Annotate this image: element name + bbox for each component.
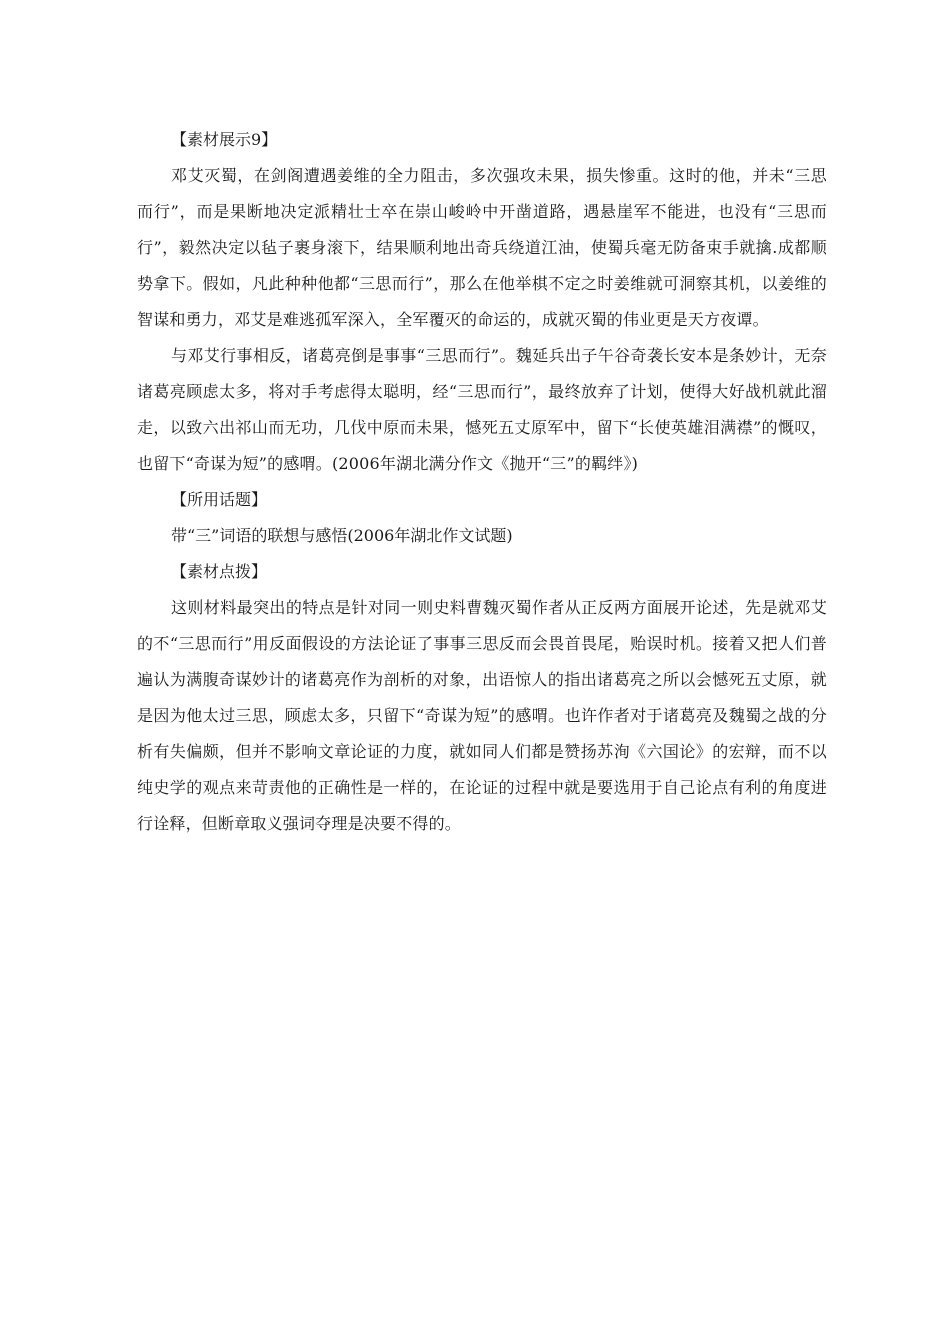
paragraph-deng-ai: 邓艾灭蜀，在剑阁遭遇姜维的全力阻击，多次强攻未果，损失惨重。这时的他，并未“三思而行”，而是果断地决定派精壮士卒在崇山峻岭中开凿道路，遇悬崖军不能进，也没有“三思而行”，毅然决定以毡子裹身滚下，结果顺利地出奇兵绕道江油，使蜀兵毫无防备束手就擒.成都顺势拿下。假如，凡此种种他都“三思而行”，那么在他举棋不定之时姜维就可洞察其机，以姜维的智谋和勇力，邓艾是难逃孤军深入，全军覆灭的命运的，成就灭蜀的伟业更是天方夜谭。 — [137, 166, 827, 329]
section-heading-topic: 【所用话题】 — [171, 490, 268, 509]
paragraph-commentary: 这则材料最突出的特点是针对同一则史料曹魏灭蜀作者从正反两方面展开论述，先是就邓艾的不“三思而行”用反面假设的方法论证了事事三思反而会畏首畏尾，贻误时机。接着又把人们普遍认为满腹奇谋妙计的诸葛亮作为剖析的对象，出语惊人的指出诸葛亮之所以会憾死五丈原，就是因为他太过三思，顾虑太多，只留下“奇谋为短”的感喟。也许作者对于诸葛亮及魏蜀之战的分析有失偏颇，但并不影响文章论证的力度，就如同人们都是赞扬苏洵《六国论》的宏辩，而不以纯史学的观点来苛责他的正确性是一样的，在论证的过程中就是要选用于自己论点有利的角度进行诠释，但断章取义强词夺理是决要不得的。 — [137, 598, 827, 833]
topic-text: 带“三”词语的联想与感悟(2006年湖北作文试题) — [171, 526, 513, 545]
section-heading-material: 【素材展示9】 — [171, 130, 278, 149]
section-heading-commentary: 【素材点拨】 — [171, 562, 268, 581]
paragraph-zhuge-liang: 与邓艾行事相反，诸葛亮倒是事事“三思而行”。魏延兵出子午谷奇袭长安本是条妙计，无奈诸葛亮顾虑太多，将对手考虑得太聪明，经“三思而行”，最终放弃了计划，使得大好战机就此溜走，以致六出祁山而无功，几伐中原而未果，憾死五丈原军中，留下“长使英雄泪满襟”的慨叹，也留下“奇谋为短”的感喟。(2006年湖北满分作文《抛开“三”的羁绊》) — [137, 346, 827, 473]
document-page — [137, 122, 827, 842]
